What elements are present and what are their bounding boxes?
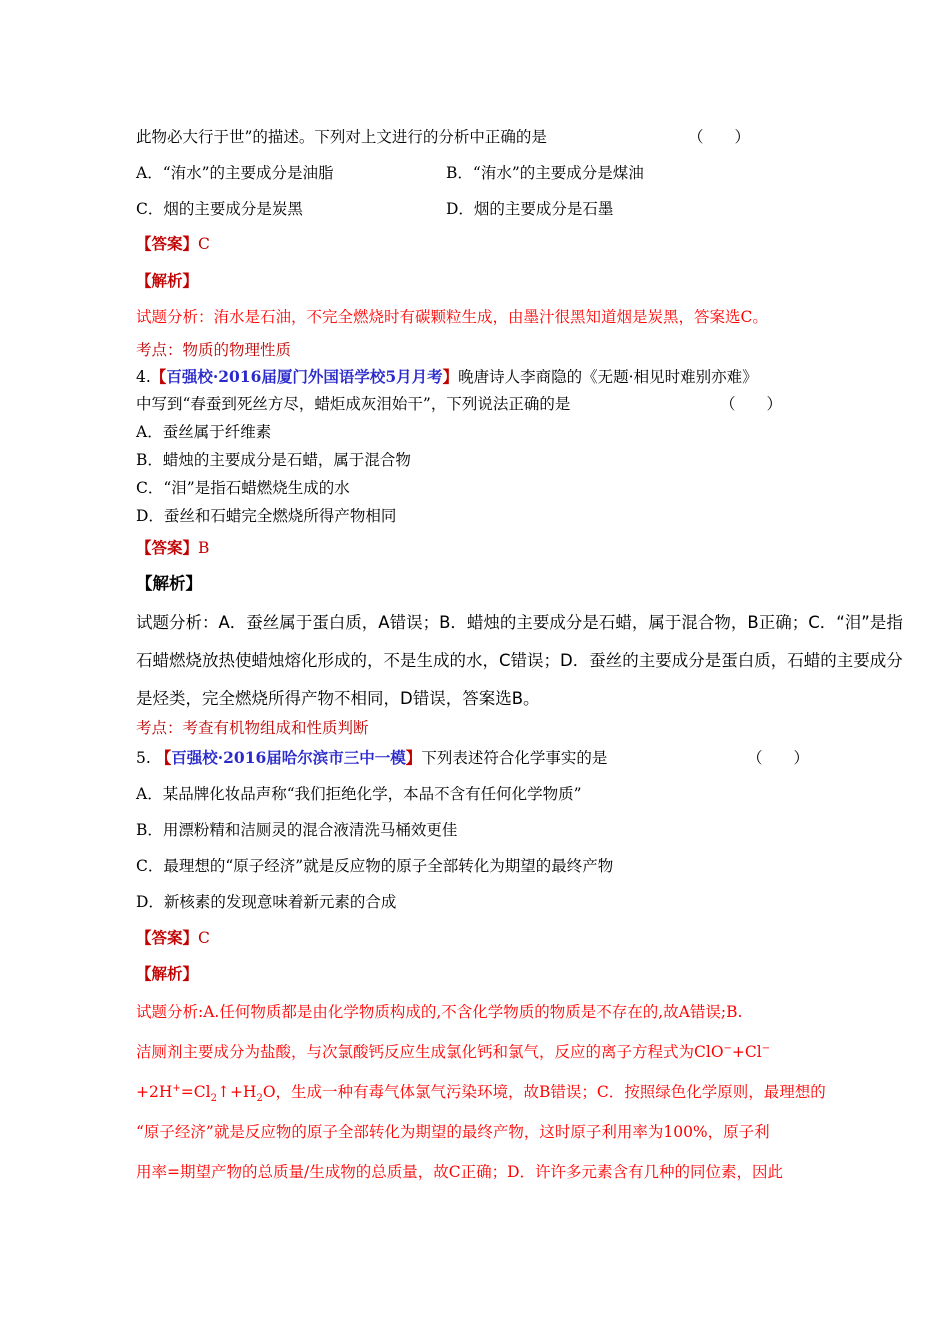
q5-analysis-line-2: 洁厕剂主要成分为盐酸，与次氯酸钙反应生成氯化钙和氯气，反应的离子方程式为ClO−+Cl−	[136, 1042, 771, 1061]
q5-analysis-line-4: “原子经济”就是反应物的原子全部转化为期望的最终产物，这时原子利用率为100%，原子利	[136, 1123, 770, 1141]
q3-option-b: B．“洧水”的主要成分是煤油	[446, 164, 644, 182]
answer-value: C	[198, 929, 210, 947]
q4-stem-line-1: 4.【百强校·2016届厦门外国语学校5月月考】晚唐诗人李商隐的《无题·相见时难别亦难》	[136, 367, 758, 386]
q3-stem-tail: 此物必大行于世”的描述。下列对上文进行的分析中正确的是	[136, 128, 547, 146]
q4-kaodian: 考点：考查有机物组成和性质判断	[136, 719, 369, 737]
q5-analysis-heading: 【解析】	[136, 964, 199, 983]
q4-stem-1: 晚唐诗人李商隐的《无题·相见时难别亦难》	[458, 368, 758, 386]
q4-number: 4.	[136, 368, 151, 386]
q3-kaodian: 考点：物质的物理性质	[136, 341, 292, 359]
q4-analysis-line-2: 石蜡燃烧放热使蜡烛熔化形成的，不是生成的水，C错误；D．蚕丝的主要成分是蛋白质，石蜡的主要成分	[136, 651, 903, 670]
q3-option-a: A．“洧水”的主要成分是油脂	[136, 164, 334, 182]
q5-source: 百强校·2016届哈尔滨市三中一模	[171, 748, 406, 767]
q4-analysis-line-3: 是烃类，完全燃烧所得产物不相同，D错误，答案选B。	[136, 689, 540, 708]
analysis-label: 解析	[151, 271, 183, 290]
q5-analysis-line-1: 试题分析:A.任何物质都是由化学物质构成的,不含化学物质的物质是不存在的,故A错误;B.	[136, 1003, 743, 1021]
analysis-label: 解析	[152, 574, 186, 593]
q5-analysis-line-5: 用率=期望产物的总质量/生成物的总质量，故C正确；D．许许多元素含有几种的同位素，因此	[136, 1163, 783, 1181]
q3-analysis-text: 试题分析：洧水是石油，不完全燃烧时有碳颗粒生成，由墨汁很黑知道烟是炭黑，答案选C。	[136, 308, 768, 326]
q3-option-c: C．烟的主要成分是炭黑	[136, 200, 303, 218]
q4-option-c: C．“泪”是指石蜡燃烧生成的水	[136, 479, 350, 497]
q5-option-b: B．用漂粉精和洁厕灵的混合液清洗马桶效更佳	[136, 821, 458, 839]
q5-option-d: D．新核素的发现意味着新元素的合成	[136, 893, 397, 911]
q4-analysis-line-1: 试题分析：A．蚕丝属于蛋白质，A错误；B．蜡烛的主要成分是石蜡，属于混合物，B正确；C．“泪”是指	[136, 613, 903, 632]
answer-value: C	[198, 235, 210, 253]
q3-answer: 【答案】C	[136, 234, 210, 253]
q3-answer-paren: （ ）	[688, 128, 751, 146]
q4-option-d: D．蚕丝和石蜡完全燃烧所得产物相同	[136, 507, 397, 525]
q5-stem: 下列表述符合化学事实的是	[421, 749, 608, 767]
answer-label: 答案	[151, 234, 183, 253]
analysis-label: 解析	[151, 964, 183, 983]
answer-label: 答案	[151, 538, 183, 557]
q4-answer: 【答案】B	[136, 538, 210, 557]
q5-answer: 【答案】C	[136, 928, 210, 947]
q4-answer-paren: （ ）	[720, 395, 783, 413]
q5-option-c: C．最理想的“原子经济”就是反应物的原子全部转化为期望的最终产物	[136, 857, 614, 875]
q5-answer-paren: （ ）	[747, 749, 810, 767]
q5-stem-line: 5. 【百强校·2016届哈尔滨市三中一模】下列表述符合化学事实的是	[136, 748, 608, 767]
q4-stem-line-2: 中写到“春蚕到死丝方尽，蜡炬成灰泪始干”，下列说法正确的是	[136, 395, 571, 413]
q4-option-b: B．蜡烛的主要成分是石蜡，属于混合物	[136, 451, 411, 469]
q4-analysis-heading: 【解析】	[136, 574, 202, 593]
q4-source: 百强校·2016届厦门外国语学校5月月考	[166, 367, 443, 386]
q5-number: 5.	[136, 749, 151, 767]
q3-option-d: D．烟的主要成分是石墨	[446, 200, 614, 218]
answer-label: 答案	[151, 928, 183, 947]
q3-analysis-heading: 【解析】	[136, 271, 199, 290]
q5-analysis-line-3: $+2H^+=Cl_2↑+H_2O$，生成一种有毒气体氯气污染环境，故B错误；C．按照绿色化学原则，最理想的	[136, 1082, 826, 1105]
q5-option-a: A．某品牌化妆品声称“我们拒绝化学，本品不含有任何化学物质”	[136, 785, 582, 803]
q4-option-a: A．蚕丝属于纤维素	[136, 423, 272, 441]
answer-value: B	[198, 539, 210, 557]
